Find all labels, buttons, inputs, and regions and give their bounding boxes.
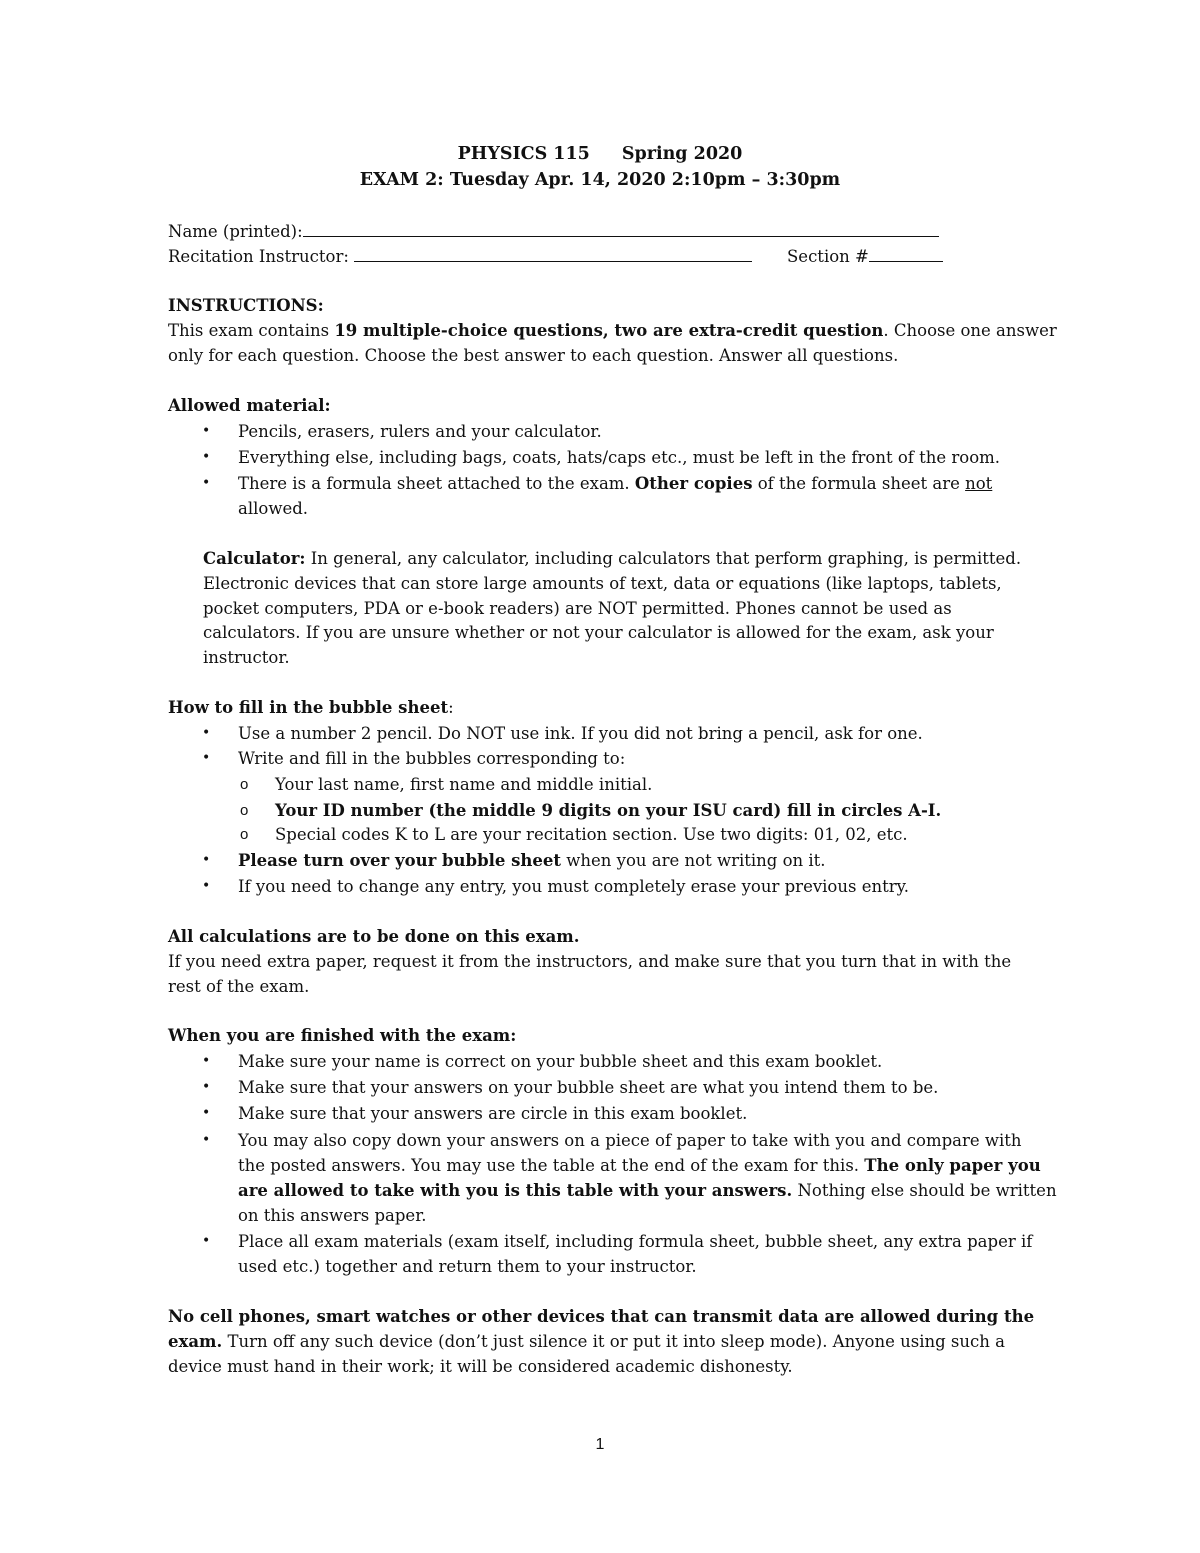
calculator-label: Calculator:: [203, 549, 306, 568]
allowed-item-2: Everything else, including bags, coats, hats/caps etc., must be left in the front of the room.: [238, 448, 1001, 467]
exam-bold-text: exam.: [168, 1332, 223, 1351]
calculations-line-2: rest of the exam.: [168, 977, 310, 996]
bullet-icon: •: [202, 1079, 211, 1095]
calculations-line-1: If you need extra paper, request it from the instructors, and make sure that you turn that in with the: [168, 952, 1012, 971]
instructions-text: This exam contains: [168, 321, 335, 340]
allowed-item-text: There is a formula sheet attached to the exam.: [238, 474, 635, 493]
finished-item-5-line-1: Place all exam materials (exam itself, including formula sheet, bubble sheet, any extra paper if: [238, 1232, 1033, 1251]
calculator-line-5: instructor.: [203, 648, 290, 667]
finished-heading: When you are finished with the exam:: [168, 1026, 517, 1045]
other-copies-text: Other copies: [634, 474, 753, 493]
bullet-icon: •: [202, 423, 211, 439]
not-text: not: [965, 474, 993, 493]
calculator-line-1: [203, 546, 1021, 571]
instructor-label: Recitation Instructor:: [168, 247, 349, 266]
finished-item-text: Nothing else should be written: [792, 1181, 1057, 1200]
allowed-item-3-cont: allowed.: [238, 499, 309, 518]
name-field[interactable]: [168, 218, 939, 244]
instructions-heading: INSTRUCTIONS:: [168, 296, 324, 315]
calculator-text: In general, any calculator, including calculators that perform graphing, is permitted.: [305, 549, 1022, 568]
instructor-blank[interactable]: [354, 243, 752, 262]
allowed-item-text: of the formula sheet are: [752, 474, 966, 493]
bullet-icon: •: [202, 449, 211, 465]
finished-item-text: the posted answers. You may use the table at the end of the exam for this.: [238, 1156, 865, 1175]
bubble-subitem-1: Your last name, first name and middle initial.: [275, 775, 653, 794]
calculator-line-3: pocket computers, PDA or e-book readers) are NOT permitted. Phones cannot be used as: [203, 599, 952, 618]
bubble-item-4: If you need to change any entry, you must completely erase your previous entry.: [238, 877, 909, 896]
phones-line-3: device must hand in their work; it will be considered academic dishonesty.: [168, 1357, 793, 1376]
term: Spring 2020: [621, 144, 743, 164]
bullet-icon: •: [202, 1233, 211, 1249]
only-paper-text: The only paper you: [864, 1156, 1041, 1175]
bubble-item-2: Write and fill in the bubbles corresponding to:: [238, 749, 626, 768]
finished-item-4-line-1: You may also copy down your answers on a piece of paper to take with you and compare with: [238, 1131, 1022, 1150]
bullet-icon: •: [202, 852, 211, 868]
bullet-icon: •: [202, 1105, 211, 1121]
bubble-item-1: Use a number 2 pencil. Do NOT use ink. If you did not bring a pencil, ask for one.: [238, 724, 923, 743]
calculator-line-2: Electronic devices that can store large amounts of text, data or equations (like laptops, tablets,: [203, 574, 1002, 593]
bubble-item-3: [238, 848, 826, 873]
only-paper-text: are allowed to take with you is this table with your answers.: [238, 1181, 793, 1200]
exam-title: EXAM 2: Tuesday Apr. 14, 2020 2:10pm – 3:30pm: [359, 170, 841, 190]
finished-item-2: Make sure that your answers on your bubble sheet are what you intend them to be.: [238, 1078, 939, 1097]
finished-item-4-line-4: on this answers paper.: [238, 1206, 427, 1225]
bubble-subitem-3: Special codes K to L are your recitation section. Use two digits: 01, 02, etc.: [275, 825, 908, 844]
name-label: Name (printed):: [168, 222, 303, 241]
circle-bullet-icon: o: [240, 776, 249, 793]
bubble-heading-text: How to fill in the bubble sheet: [168, 698, 449, 717]
bullet-icon: •: [202, 878, 211, 894]
circle-bullet-icon: o: [240, 826, 249, 843]
bubble-item-text: when you are not writing on it.: [561, 851, 826, 870]
phones-text: Turn off any such device (don’t just silence it or put it into sleep mode). Anyone using such a: [222, 1332, 1005, 1351]
instructions-line-1: [168, 318, 1057, 343]
section-field[interactable]: [787, 243, 943, 269]
finished-item-5-line-2: used etc.) together and return them to your instructor.: [238, 1257, 697, 1276]
instructor-field[interactable]: [168, 243, 752, 269]
phones-line-2: [168, 1329, 1005, 1354]
exam-course-header: [0, 142, 1200, 167]
bullet-icon: •: [202, 725, 211, 741]
question-count-text: 19 multiple-choice questions, two are extra-credit question: [334, 321, 884, 340]
colon: :: [448, 698, 454, 717]
calculator-line-4: calculators. If you are unsure whether or not your calculator is allowed for the exam, ask your: [203, 623, 994, 642]
bullet-icon: •: [202, 1132, 211, 1148]
bubble-subitem-2: Your ID number (the middle 9 digits on your ISU card) fill in circles A-I.: [275, 801, 942, 820]
circle-bullet-icon: o: [240, 802, 249, 819]
allowed-material-heading: Allowed material:: [168, 396, 331, 415]
bullet-icon: •: [202, 475, 211, 491]
phones-line-1: No cell phones, smart watches or other devices that can transmit data are allowed during the: [168, 1307, 1035, 1326]
section-blank[interactable]: [869, 243, 943, 262]
bullet-icon: •: [202, 750, 211, 766]
section-label: Section #: [787, 247, 869, 266]
allowed-item-1: Pencils, erasers, rulers and your calculator.: [238, 422, 602, 441]
bubble-sheet-heading: [168, 695, 454, 720]
finished-item-3: Make sure that your answers are circle in this exam booklet.: [238, 1104, 748, 1123]
name-blank[interactable]: [303, 218, 939, 237]
page-number: 1: [595, 1436, 605, 1453]
allowed-item-3: [238, 471, 992, 496]
finished-item-4-line-3: [238, 1178, 1057, 1203]
course-name: PHYSICS 115: [457, 144, 590, 164]
turn-over-text: Please turn over your bubble sheet: [238, 851, 562, 870]
instructions-text: . Choose one answer: [883, 321, 1057, 340]
calculations-heading: All calculations are to be done on this exam.: [168, 927, 580, 946]
finished-item-1: Make sure your name is correct on your bubble sheet and this exam booklet.: [238, 1052, 883, 1071]
instructions-line-2: only for each question. Choose the best answer to each question. Answer all questions.: [168, 346, 899, 365]
finished-item-4-line-2: [238, 1153, 1041, 1178]
bullet-icon: •: [202, 1053, 211, 1069]
